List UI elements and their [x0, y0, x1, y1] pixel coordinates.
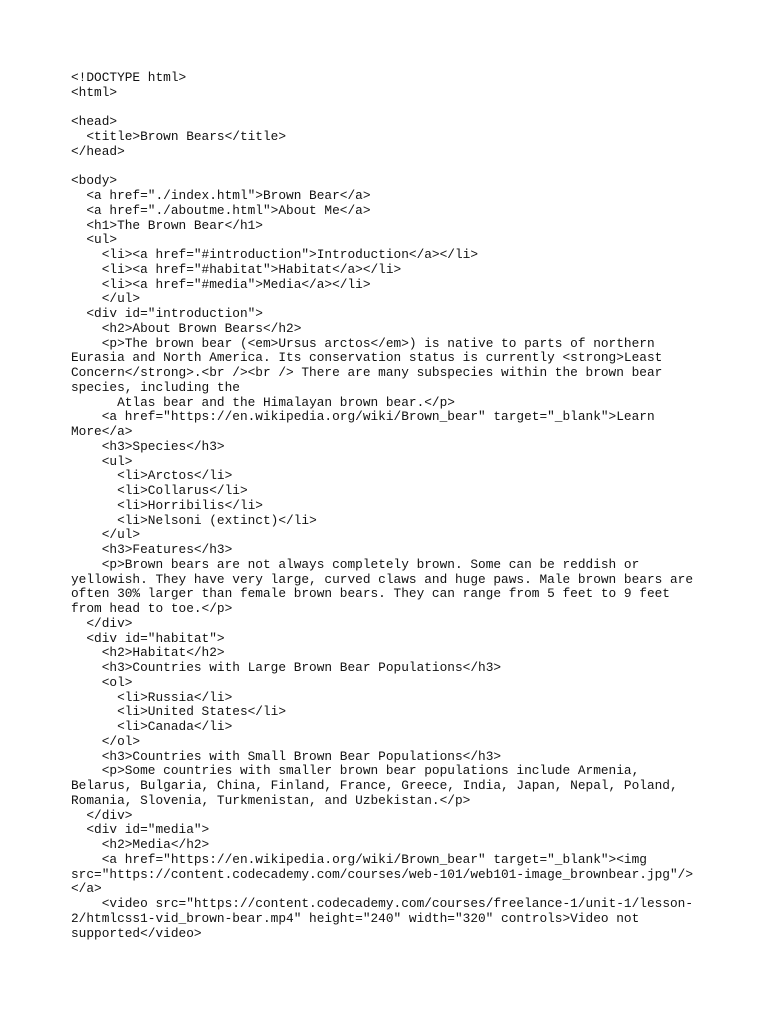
html-source-code: <!DOCTYPE html> <html> <head> <title>Brown Bears</title> </head> <body> <a href="./index.html">Brown Bear</a> <a href="./aboutme.html">About Me</a> <h1>The Brown Bear</h1> <ul> <li><a href="#introduction">Introduction</a></li> <li><a href="#habitat">Habitat</a></li> <li><a href="#media">Media</a></li> </ul> <div id="introduction"> <h2>About Brown Bears</h2> <p>The brown bear (<em>Ursus arctos</em>) is native to parts of northern Eurasia and North America. Its conservation status is currently <strong>Least Concern</strong>.<br /><br /> There are many subspecies within the brown bear species, including the Atlas bear and the Himalayan brown bear.</p> <a href="https://en.wikipedia.org/wiki/Brown_bear" target="_blank">Learn More</a> <h3>Species</h3> <ul> <li>Arctos</li> <li>Collarus</li> <li>Horribilis</li> <li>Nelsoni (extinct)</li> </ul> <h3>Features</h3> <p>Brown bears are not always completely brown. Some can be reddish or yellowish. They have very large, curved claws and huge paws. Male brown bears are often 30% larger than female brown bears. They can range from 5 feet to 9 feet from head to toe.</p> </div> <div id="habitat"> <h2>Habitat</h2> <h3>Countries with Large Brown Bear Populations</h3> <ol> <li>Russia</li> <li>United States</li> <li>Canada</li> </ol> <h3>Countries with Small Brown Bear Populations</h3> <p>Some countries with smaller brown bear populations include Armenia, Belarus, Bulgaria, China, Finland, France, Greece, India, Japan, Nepal, Poland, Romania, Slovenia, Turkmenistan, and Uzbekistan.</p> </div> <div id="media"> <h2>Media</h2> <a href="https://en.wikipedia.org/wiki/Brown_bear" target="_blank"><img src="https://content.codecademy.com/courses/web-101/web101-image_brownbear.jpg"/></a> <video src="https://content.codecademy.com/courses/freelance-1/unit-1/lesson-2/htmlcss1-vid_brown-bear.mp4" height="240" width="320" controls>Video not supported</video>	[71, 70, 694, 941]
